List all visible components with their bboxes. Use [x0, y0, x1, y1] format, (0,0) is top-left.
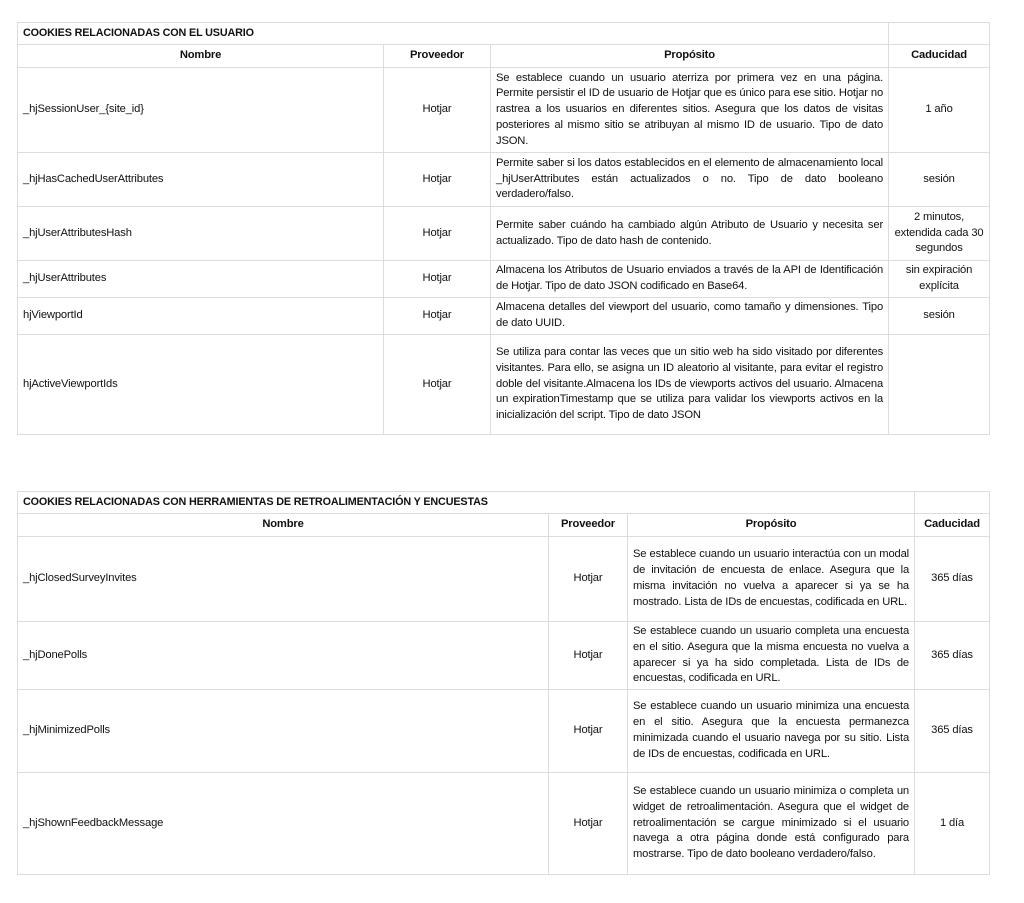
cookie-purpose: Almacena los Atributos de Usuario enviados a través de la API de Identificación de Hotjar. Tipo de dato JSON codificado en Base64.: [491, 261, 889, 298]
cookie-provider: Hotjar: [384, 335, 491, 435]
cookie-name: _hjSessionUser_{site_id}: [18, 68, 384, 153]
cookie-provider: Hotjar: [384, 68, 491, 153]
cookie-provider: Hotjar: [549, 690, 628, 773]
table-row: [18, 622, 990, 690]
table-row: [18, 261, 990, 298]
header-proveedor: Proveedor: [384, 45, 491, 68]
feedback-cookies-table: [17, 491, 990, 875]
cookie-name: _hjClosedSurveyInvites: [18, 537, 549, 622]
header-proposito: Propósito: [491, 45, 889, 68]
cookie-provider: Hotjar: [549, 537, 628, 622]
cookie-purpose: Se establece cuando un usuario completa una encuesta en el sitio. Asegura que la misma encuesta no vuelva a aparecer si ya ha sido completada. Lista de IDs de encuestas, codificada en URL.: [628, 622, 915, 690]
user-cookies-table: [17, 22, 990, 435]
header-nombre: Nombre: [18, 514, 549, 537]
cookie-purpose: Se establece cuando un usuario minimiza o completa un widget de retroalimentación. Asegura que el widget de retroalimentación se cargue minimizado si el usuario navega a otra página donde está configurado para mostrarse. Tipo de dato booleano verdadero/falso.: [628, 773, 915, 875]
cookie-expiry: sin expiración explícita: [889, 261, 990, 298]
table-row: [18, 335, 990, 435]
cookie-purpose: Almacena detalles del viewport del usuario, como tamaño y dimensiones. Tipo de dato UUID.: [491, 298, 889, 335]
table-title: COOKIES RELACIONADAS CON EL USUARIO: [18, 23, 889, 45]
table-row: [18, 68, 990, 153]
cookie-provider: Hotjar: [384, 207, 491, 261]
header-proposito: Propósito: [628, 514, 915, 537]
cookie-expiry: 365 días: [915, 537, 990, 622]
table-row: [18, 207, 990, 261]
header-nombre: Nombre: [18, 45, 384, 68]
cookie-provider: Hotjar: [549, 773, 628, 875]
cookie-provider: Hotjar: [384, 298, 491, 335]
cookie-name: _hjUserAttributes: [18, 261, 384, 298]
table-row: [18, 773, 990, 875]
cookie-expiry: 365 días: [915, 690, 990, 773]
cookie-name: hjViewportId: [18, 298, 384, 335]
cookie-expiry: 1 día: [915, 773, 990, 875]
cookie-expiry: sesión: [889, 298, 990, 335]
cookie-provider: Hotjar: [549, 622, 628, 690]
cookie-purpose: Se establece cuando un usuario minimiza una encuesta en el sitio. Asegura que la encuesta permanezca minimizada cuando el usuario navega por su sitio. Lista de IDs de encuestas, codificada en URL.: [628, 690, 915, 773]
cookie-purpose: Se establece cuando un usuario aterriza por primera vez en una página. Permite persistir el ID de usuario de Hotjar que es único para ese sitio. Hotjar no rastrea a los usuarios en diferentes sitios. Asegura que los datos de visitas posteriores al mismo sitio se atribuyan al mismo ID de usuario. Tipo de dato JSON.: [491, 68, 889, 153]
cookie-name: _hjMinimizedPolls: [18, 690, 549, 773]
cookie-name: hjActiveViewportIds: [18, 335, 384, 435]
header-proveedor: Proveedor: [549, 514, 628, 537]
cookie-expiry: [889, 335, 990, 435]
cookie-provider: Hotjar: [384, 261, 491, 298]
cookie-purpose: Permite saber si los datos establecidos en el elemento de almacenamiento local _hjUserAttributes están actualizados o no. Tipo de dato booleano verdadero/falso.: [491, 153, 889, 207]
cookie-expiry: 365 días: [915, 622, 990, 690]
table-row: [18, 298, 990, 335]
cookie-purpose: Se establece cuando un usuario interactúa con un modal de invitación de encuesta de enlace. Asegura que la misma invitación no vuelva a aparecer si ya se ha mostrado. Lista de IDs de encuestas, codificada en URL.: [628, 537, 915, 622]
cookie-purpose: Se utiliza para contar las veces que un sitio web ha sido visitado por diferentes visitantes. Para ello, se asigna un ID aleatorio al visitante, para evitar el registro doble del visitante.Almacena los IDs de viewports activos del usuario. Almacena un expirationTimestamp que se utiliza para validar los viewports activos en la inicialización del script. Tipo de dato JSON: [491, 335, 889, 435]
table-title: COOKIES RELACIONADAS CON HERRAMIENTAS DE RETROALIMENTACIÓN Y ENCUESTAS: [18, 492, 915, 514]
header-caducidad: Caducidad: [915, 514, 990, 537]
cookie-expiry: 2 minutos, extendida cada 30 segundos: [889, 207, 990, 261]
table-row: [18, 153, 990, 207]
cookie-provider: Hotjar: [384, 153, 491, 207]
cookie-name: _hjHasCachedUserAttributes: [18, 153, 384, 207]
header-caducidad: Caducidad: [889, 45, 990, 68]
cookie-name: _hjUserAttributesHash: [18, 207, 384, 261]
cookie-name: _hjShownFeedbackMessage: [18, 773, 549, 875]
cookie-expiry: sesión: [889, 153, 990, 207]
cookie-purpose: Permite saber cuándo ha cambiado algún Atributo de Usuario y necesita ser actualizado. Tipo de dato hash de contenido.: [491, 207, 889, 261]
cookie-expiry: 1 año: [889, 68, 990, 153]
cookie-name: _hjDonePolls: [18, 622, 549, 690]
table-row: [18, 690, 990, 773]
table-row: [18, 537, 990, 622]
